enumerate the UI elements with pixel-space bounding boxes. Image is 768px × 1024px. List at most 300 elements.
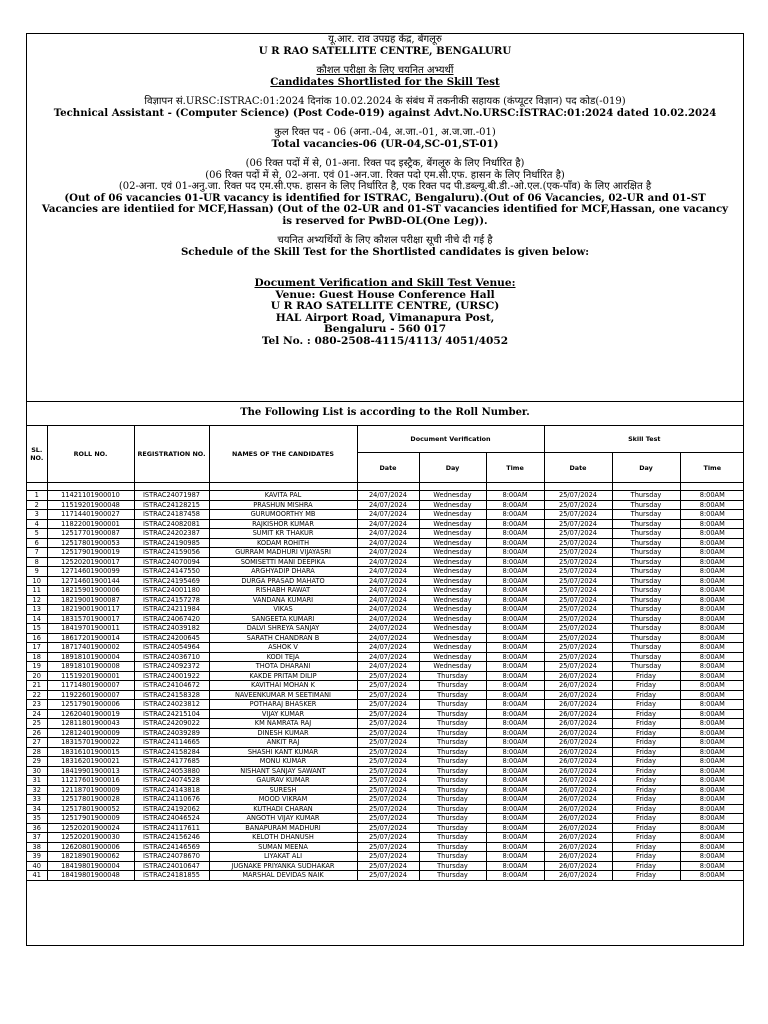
header-st-day: Day [612,453,680,483]
cell-sl-no: 35 [27,814,47,824]
cell-candidate-name: SANGEETA KUMARI [209,614,357,624]
cell-registration-no: ISTRAC24187458 [134,510,209,520]
cell-dv-day: Thursday [419,861,486,871]
cell-dv-date: 24/07/2024 [357,500,419,510]
candidates-table-body [27,483,744,881]
cell-candidate-name: GURUMOORTHY MB [209,510,357,520]
cell-registration-no: ISTRAC24211984 [134,605,209,615]
cell-registration-no: ISTRAC24156246 [134,833,209,843]
cell-dv-time: 8:00AM [486,500,544,510]
cell-st-date: 26/07/2024 [544,757,612,767]
cell-roll-no: 12520201900024 [47,823,134,833]
cell-dv-day: Wednesday [419,624,486,634]
cell-sl-no: 33 [27,795,47,805]
cell-registration-no: ISTRAC24036710 [134,652,209,662]
cell-st-day: Friday [612,852,680,862]
cell-st-time: 8:00AM [680,719,744,729]
cell-dv-date: 24/07/2024 [357,548,419,558]
header-candidate-name: NAMES OF THE CANDIDATES [209,426,357,483]
cell-sl-no: 37 [27,833,47,843]
cell-sl-no: 29 [27,757,47,767]
cell-roll-no: 18215901900006 [47,586,134,596]
cell-roll-no: 18218901900062 [47,852,134,862]
cell-dv-date: 25/07/2024 [357,719,419,729]
cell-dv-day: Thursday [419,842,486,852]
cell-sl-no: 31 [27,776,47,786]
cell-st-time: 8:00AM [680,595,744,605]
cell-candidate-name: ANKIT RAJ [209,738,357,748]
cell-st-time: 8:00AM [680,652,744,662]
cell-dv-date: 25/07/2024 [357,833,419,843]
header-skill-test: Skill Test [544,426,744,453]
cell-sl-no: 8 [27,557,47,567]
cell-roll-no: 18419801900004 [47,861,134,871]
table-row [27,671,744,681]
cell-st-date: 25/07/2024 [544,510,612,520]
schedule-hindi: चयनित अभ्यर्थियों के लिए कौशल परीक्षा सूची नीचे दी गई है [277,235,493,246]
cell-roll-no: 18316101900015 [47,747,134,757]
cell-st-date: 26/07/2024 [544,728,612,738]
cell-dv-day: Thursday [419,852,486,862]
venue-line-4: Bengaluru - 560 017 [323,323,447,335]
cell-roll-no: 12620801900006 [47,842,134,852]
cell-roll-no: 12520201900017 [47,557,134,567]
cell-st-time: 8:00AM [680,519,744,529]
cell-st-day: Friday [612,785,680,795]
table-row [27,700,744,710]
cell-st-day: Friday [612,728,680,738]
table-row [27,633,744,643]
cell-registration-no: ISTRAC24001180 [134,586,209,596]
cell-roll-no: 12517901900009 [47,814,134,824]
cell-dv-day: Thursday [419,747,486,757]
table-row [27,785,744,795]
cell-st-time: 8:00AM [680,681,744,691]
cell-dv-time: 8:00AM [486,804,544,814]
cell-sl-no: 24 [27,709,47,719]
cell-st-date: 25/07/2024 [544,605,612,615]
table-row [27,804,744,814]
cell-sl-no: 40 [27,861,47,871]
cell-st-date: 26/07/2024 [544,719,612,729]
cell-st-day: Friday [612,833,680,843]
cell-st-date: 26/07/2024 [544,738,612,748]
cell-st-time: 8:00AM [680,690,744,700]
cell-dv-time: 8:00AM [486,595,544,605]
cell-sl-no: 2 [27,500,47,510]
cell-roll-no: 11519201900048 [47,500,134,510]
cell-sl-no: 26 [27,728,47,738]
cell-st-date: 25/07/2024 [544,500,612,510]
cell-candidate-name: JUGNAKE PRIYANKA SUDHAKAR [209,861,357,871]
cell-registration-no: ISTRAC24092372 [134,662,209,672]
cell-sl-no: 6 [27,538,47,548]
cell-roll-no: 18419901900013 [47,766,134,776]
cell-sl-no: 41 [27,871,47,881]
cell-st-date: 26/07/2024 [544,709,612,719]
cell-st-date: 26/07/2024 [544,690,612,700]
cell-roll-no: 18315701900022 [47,738,134,748]
cell-dv-day: Wednesday [419,567,486,577]
cell-dv-date: 25/07/2024 [357,700,419,710]
cell-dv-day: Thursday [419,823,486,833]
cell-dv-date: 24/07/2024 [357,633,419,643]
cell-candidate-name: SUMAN MEENA [209,842,357,852]
cell-dv-day: Thursday [419,681,486,691]
cell-dv-date: 25/07/2024 [357,671,419,681]
cell-roll-no: 18219001900087 [47,595,134,605]
cell-st-date: 25/07/2024 [544,567,612,577]
cell-dv-time: 8:00AM [486,652,544,662]
table-row [27,652,744,662]
cell-st-time: 8:00AM [680,823,744,833]
cell-roll-no: 12517901900019 [47,548,134,558]
table-row [27,567,744,577]
cell-st-time: 8:00AM [680,861,744,871]
table-row [27,833,744,843]
cell-st-date: 25/07/2024 [544,633,612,643]
cell-sl-no: 13 [27,605,47,615]
table-row [27,709,744,719]
cell-st-day: Thursday [612,643,680,653]
table-row [27,529,744,539]
vacancies-english: Total vacancies-06 (UR-04,SC-01,ST-01) [271,137,499,150]
cell-dv-date: 24/07/2024 [357,614,419,624]
cell-roll-no: 12811801900043 [47,719,134,729]
table-row [27,557,744,567]
cell-registration-no: ISTRAC24190985 [134,538,209,548]
cell-dv-time: 8:00AM [486,852,544,862]
cell-registration-no: ISTRAC24114665 [134,738,209,748]
table-row [27,576,744,586]
cell-st-date: 26/07/2024 [544,814,612,824]
cell-dv-day: Wednesday [419,538,486,548]
cell-dv-date: 24/07/2024 [357,529,419,539]
cell-dv-date: 24/07/2024 [357,652,419,662]
cell-st-time: 8:00AM [680,804,744,814]
cell-st-day: Friday [612,747,680,757]
cell-sl-no: 30 [27,766,47,776]
cell-registration-no: ISTRAC24215104 [134,709,209,719]
table-row [27,538,744,548]
cell-registration-no: ISTRAC24078670 [134,852,209,862]
cell-dv-day: Thursday [419,833,486,843]
cell-st-day: Friday [612,842,680,852]
cell-roll-no: 18316201900021 [47,757,134,767]
cell-candidate-name: GAURAV KUMAR [209,776,357,786]
cell-st-time: 8:00AM [680,671,744,681]
cell-st-day: Friday [612,719,680,729]
cell-st-date: 25/07/2024 [544,576,612,586]
cell-st-time: 8:00AM [680,738,744,748]
cell-st-day: Thursday [612,576,680,586]
candidates-table [27,426,744,881]
cell-dv-date: 24/07/2024 [357,491,419,501]
cell-sl-no: 27 [27,738,47,748]
cell-dv-day: Thursday [419,671,486,681]
cell-st-day: Thursday [612,567,680,577]
cell-registration-no: ISTRAC24209022 [134,719,209,729]
cell-dv-time: 8:00AM [486,681,544,691]
schedule-english: Schedule of the Skill Test for the Shortlisted candidates is given below: [180,245,590,258]
cell-dv-day: Wednesday [419,614,486,624]
note-hindi-3: (02-अना. एवं 01-अनु.जा. रिक्त पद एम.सी.एफ. हासन के लिए निर्धारित है, एक रिक्त पद पी.डब्ल्यू.बी.डी.-ओ.एल.(एक-पाँव) के लिए आरक्षित है [118,181,652,192]
cell-st-date: 25/07/2024 [544,624,612,634]
cell-st-date: 26/07/2024 [544,747,612,757]
table-row [27,766,744,776]
cell-roll-no: 18315701900017 [47,614,134,624]
cell-sl-no: 11 [27,586,47,596]
cell-candidate-name: MONU KUMAR [209,757,357,767]
cell-dv-time: 8:00AM [486,842,544,852]
cell-candidate-name: LIYAKAT ALI [209,852,357,862]
header-dv-time: Time [486,453,544,483]
cell-sl-no: 9 [27,567,47,577]
cell-dv-time: 8:00AM [486,757,544,767]
cell-sl-no: 7 [27,548,47,558]
cell-dv-time: 8:00AM [486,614,544,624]
cell-st-day: Friday [612,738,680,748]
cell-dv-time: 8:00AM [486,785,544,795]
cell-candidate-name: KELOTH DHANUSH [209,833,357,843]
cell-dv-time: 8:00AM [486,567,544,577]
cell-candidate-name: KAVITA PAL [209,491,357,501]
cell-st-time: 8:00AM [680,776,744,786]
cell-st-time: 8:00AM [680,624,744,634]
cell-dv-day: Thursday [419,690,486,700]
cell-candidate-name: DINESH KUMAR [209,728,357,738]
cell-registration-no: ISTRAC24158284 [134,747,209,757]
cell-st-day: Thursday [612,529,680,539]
cell-candidate-name: DALVI SHREYA SANJAY [209,624,357,634]
cell-dv-date: 24/07/2024 [357,557,419,567]
table-row [27,586,744,596]
cell-dv-date: 25/07/2024 [357,776,419,786]
table-row [27,776,744,786]
cell-dv-day: Wednesday [419,519,486,529]
header-st-date: Date [544,453,612,483]
cell-registration-no: ISTRAC24143818 [134,785,209,795]
table-row [27,795,744,805]
cell-sl-no: 19 [27,662,47,672]
cell-st-date: 26/07/2024 [544,861,612,871]
advt-english: Technical Assistant - (Computer Science) (Post Code-019) against Advt.No.URSC:ISTRAC:01:2024 dated 10.02.2024 [53,106,717,119]
table-row [27,823,744,833]
cell-st-day: Thursday [612,510,680,520]
table-row [27,510,744,520]
cell-registration-no: ISTRAC24070094 [134,557,209,567]
cell-st-day: Friday [612,681,680,691]
cell-dv-time: 8:00AM [486,671,544,681]
cell-dv-time: 8:00AM [486,700,544,710]
cell-dv-date: 25/07/2024 [357,690,419,700]
cell-registration-no: ISTRAC24181855 [134,871,209,881]
header-sl-no: SL. NO. [27,426,47,483]
cell-registration-no: ISTRAC24010647 [134,861,209,871]
cell-sl-no: 32 [27,785,47,795]
cell-st-time: 8:00AM [680,500,744,510]
cell-dv-date: 25/07/2024 [357,738,419,748]
cell-dv-day: Wednesday [419,510,486,520]
cell-st-time: 8:00AM [680,510,744,520]
cell-dv-day: Wednesday [419,548,486,558]
cell-dv-time: 8:00AM [486,662,544,672]
cell-registration-no: ISTRAC24159056 [134,548,209,558]
cell-st-day: Thursday [612,491,680,501]
cell-roll-no: 11822001900001 [47,519,134,529]
cell-roll-no: 12620401900019 [47,709,134,719]
table-row [27,757,744,767]
cell-st-date: 25/07/2024 [544,548,612,558]
cell-st-date: 26/07/2024 [544,823,612,833]
cell-dv-date: 24/07/2024 [357,510,419,520]
cell-st-day: Thursday [612,500,680,510]
cell-dv-time: 8:00AM [486,766,544,776]
cell-dv-date: 25/07/2024 [357,709,419,719]
cell-roll-no: 11421101900010 [47,491,134,501]
cell-sl-no: 38 [27,842,47,852]
cell-st-day: Thursday [612,662,680,672]
cell-st-time: 8:00AM [680,548,744,558]
table-row [27,728,744,738]
cell-registration-no: ISTRAC24074528 [134,776,209,786]
cell-st-day: Friday [612,861,680,871]
table-row [27,861,744,871]
cell-st-date: 26/07/2024 [544,785,612,795]
cell-candidate-name: DURGA PRASAD MAHATO [209,576,357,586]
cell-sl-no: 34 [27,804,47,814]
cell-sl-no: 15 [27,624,47,634]
table-row [27,842,744,852]
cell-roll-no: 18717401900002 [47,643,134,653]
cell-st-date: 25/07/2024 [544,662,612,672]
cell-st-date: 25/07/2024 [544,643,612,653]
header-dv-date: Date [357,453,419,483]
table-row [27,871,744,881]
cell-st-date: 25/07/2024 [544,538,612,548]
cell-dv-date: 25/07/2024 [357,757,419,767]
cell-roll-no: 11519201900001 [47,671,134,681]
cell-candidate-name: SOMISETTI MANI DEEPIKA [209,557,357,567]
header-dv-day: Day [419,453,486,483]
cell-st-time: 8:00AM [680,833,744,843]
cell-roll-no: 11922601900007 [47,690,134,700]
cell-dv-time: 8:00AM [486,871,544,881]
cell-sl-no: 5 [27,529,47,539]
cell-st-date: 25/07/2024 [544,529,612,539]
cell-registration-no: ISTRAC24146569 [134,842,209,852]
table-row [27,681,744,691]
cell-dv-time: 8:00AM [486,633,544,643]
cell-st-time: 8:00AM [680,757,744,767]
cell-dv-day: Thursday [419,871,486,881]
cell-dv-date: 25/07/2024 [357,728,419,738]
cell-dv-time: 8:00AM [486,538,544,548]
cell-st-time: 8:00AM [680,814,744,824]
cell-st-day: Friday [612,823,680,833]
cell-st-date: 26/07/2024 [544,852,612,862]
document-page [26,33,744,946]
cell-candidate-name: KAKDE PRITAM DILIP [209,671,357,681]
cell-st-time: 8:00AM [680,747,744,757]
cell-candidate-name: NAVEENKUMAR M SEETIMANI [209,690,357,700]
cell-dv-time: 8:00AM [486,643,544,653]
cell-st-date: 25/07/2024 [544,652,612,662]
cell-st-day: Friday [612,795,680,805]
cell-st-time: 8:00AM [680,643,744,653]
note-hindi-1: (06 रिक्त पदों में से, 01-अना. रिक्त पद इस्ट्रैक, बेंगलूरु के लिए निर्धारित है) [245,158,525,169]
cell-candidate-name: MOOD VIKRAM [209,795,357,805]
cell-roll-no: 12812401900009 [47,728,134,738]
cell-roll-no: 18918101900008 [47,662,134,672]
cell-dv-date: 24/07/2024 [357,586,419,596]
cell-st-day: Friday [612,757,680,767]
cell-dv-date: 24/07/2024 [357,624,419,634]
cell-st-day: Thursday [612,548,680,558]
table-row [27,614,744,624]
cell-dv-time: 8:00AM [486,605,544,615]
cell-dv-day: Thursday [419,738,486,748]
cell-registration-no: ISTRAC24046524 [134,814,209,824]
cell-st-day: Friday [612,814,680,824]
cell-registration-no: ISTRAC24147550 [134,567,209,577]
table-row [27,662,744,672]
venue-title: Document Verification and Skill Test Venue: [254,277,516,289]
cell-candidate-name: SARATH CHANDRAN B [209,633,357,643]
cell-candidate-name: KAVITHAI MOHAN K [209,681,357,691]
cell-sl-no: 21 [27,681,47,691]
cell-dv-date: 24/07/2024 [357,605,419,615]
cell-st-time: 8:00AM [680,842,744,852]
cell-registration-no: ISTRAC24177685 [134,757,209,767]
cell-dv-time: 8:00AM [486,747,544,757]
cell-dv-day: Wednesday [419,529,486,539]
cell-candidate-name: ARGHYADIP DHARA [209,567,357,577]
cell-st-date: 26/07/2024 [544,681,612,691]
table-row [27,548,744,558]
cell-st-day: Thursday [612,652,680,662]
cell-dv-time: 8:00AM [486,823,544,833]
cell-roll-no: 12517801900052 [47,804,134,814]
cell-dv-day: Thursday [419,776,486,786]
cell-st-date: 25/07/2024 [544,491,612,501]
cell-candidate-name: RAJKISHOR KUMAR [209,519,357,529]
cell-dv-time: 8:00AM [486,624,544,634]
cell-roll-no: 18918101900004 [47,652,134,662]
cell-roll-no: 12517901900006 [47,700,134,710]
advt-hindi: विज्ञापन सं.URSC:ISTRAC:01:2024 दिनांक 10.02.2024 के संबंध में तकनीकी सहायक (कंप्यूटर विज्ञान) पद कोड(-019) [144,96,626,107]
cell-roll-no: 11217601900016 [47,776,134,786]
cell-dv-day: Thursday [419,709,486,719]
cell-sl-no: 28 [27,747,47,757]
cell-sl-no: 16 [27,633,47,643]
table-row [27,519,744,529]
cell-candidate-name: GURRAM MADHURI VIJAYASRI [209,548,357,558]
cell-st-date: 26/07/2024 [544,776,612,786]
cell-registration-no: ISTRAC24054964 [134,643,209,653]
cell-sl-no: 23 [27,700,47,710]
cell-dv-day: Thursday [419,804,486,814]
cell-registration-no: ISTRAC24039289 [134,728,209,738]
cell-st-time: 8:00AM [680,700,744,710]
cell-sl-no: 3 [27,510,47,520]
cell-st-time: 8:00AM [680,529,744,539]
table-row [27,500,744,510]
cell-roll-no: 18219001900117 [47,605,134,615]
cell-st-time: 8:00AM [680,567,744,577]
cell-st-day: Friday [612,700,680,710]
cell-candidate-name: BANAPURAM MADHURI [209,823,357,833]
